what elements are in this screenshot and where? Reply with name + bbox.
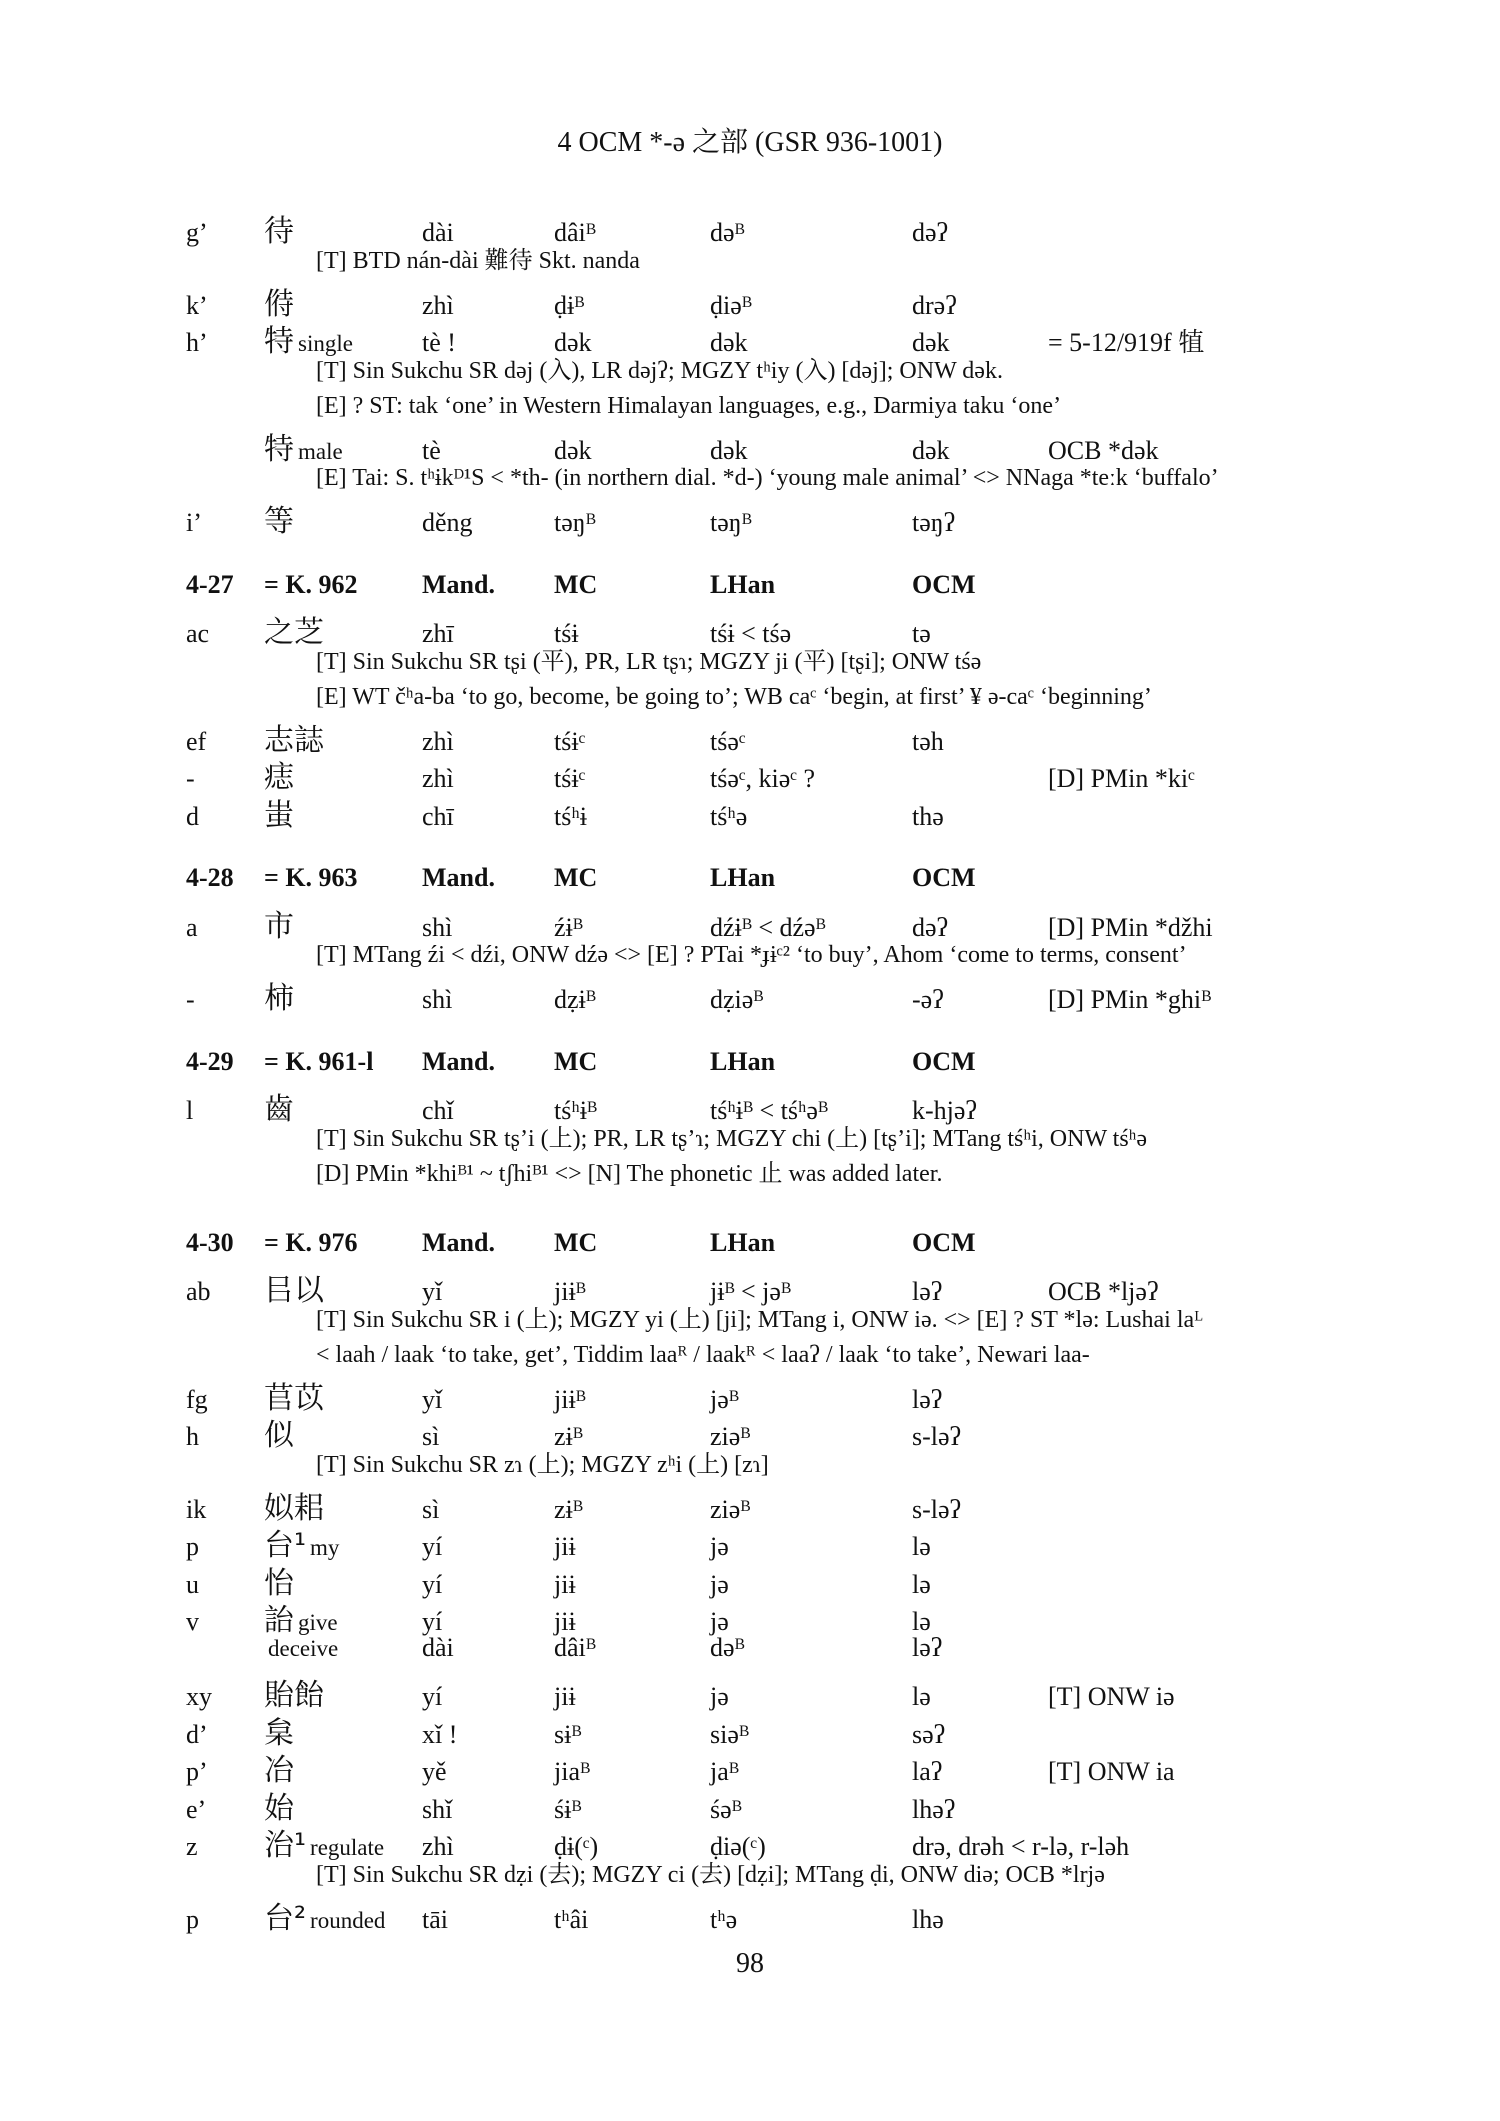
- middle-chinese-reading: źɨᴮ: [554, 912, 583, 942]
- chinese-character: 齒: [264, 1092, 294, 1127]
- karlgren-reference: = K. 976: [264, 1227, 358, 1257]
- gloss: regulate: [310, 1835, 385, 1860]
- gsr-letter: d: [186, 801, 199, 831]
- gsr-letter: g’: [186, 218, 208, 247]
- old-chinese-reading: drə, drəh < r-lə, r-ləh: [912, 1832, 1130, 1861]
- old-chinese-reading: dək: [912, 328, 950, 357]
- chinese-character: 苢苡: [264, 1380, 324, 1416]
- mandarin-reading: yě: [422, 1757, 447, 1786]
- middle-chinese-reading: jiɨᴮ: [554, 1277, 586, 1306]
- series-number: 4-27: [186, 569, 234, 599]
- old-chinese-reading: s-ləʔ: [912, 1494, 962, 1524]
- later-han-reading: jə: [710, 1569, 729, 1599]
- table-row: [186, 1558, 1426, 1601]
- table-row: [186, 752, 1426, 795]
- table-row: [186, 1373, 1426, 1416]
- chinese-character: 等: [264, 504, 294, 539]
- gsr-letter: ik: [186, 1494, 207, 1524]
- gloss: male: [298, 438, 343, 464]
- table-row: [186, 1708, 1426, 1751]
- middle-chinese-reading: tʰâi: [554, 1904, 589, 1934]
- character-cell: [264, 973, 422, 1017]
- series-number: 4-30: [186, 1227, 234, 1257]
- later-han-reading: tśəᶜ: [710, 726, 746, 756]
- series-header: [186, 863, 1426, 901]
- later-han-reading: ḍiə(ᶜ): [710, 1832, 766, 1861]
- series-number: 4-29: [186, 1046, 234, 1076]
- later-han-reading: dək: [710, 435, 748, 465]
- column-header-later-han: LHan: [710, 1046, 776, 1076]
- karlgren-reference: = K. 963: [264, 863, 358, 892]
- gsr-letter: v: [186, 1607, 199, 1636]
- chinese-character: 㠯以: [264, 1273, 324, 1308]
- gloss: single: [298, 331, 353, 356]
- later-han-reading: tśʰɨᴮ < tśʰəᴮ: [710, 1096, 828, 1125]
- series-header: [186, 570, 1426, 608]
- remark: OCB *dək: [1048, 435, 1159, 465]
- chinese-character: 始: [264, 1790, 294, 1826]
- later-han-reading: ḍiəᴮ: [710, 290, 752, 320]
- table-row: [186, 496, 1426, 539]
- gsr-letter: p: [186, 1904, 199, 1934]
- mandarin-reading: zhì: [422, 1832, 454, 1861]
- entry-note: [E] ? ST: tak ‘one’ in Western Himalayan languages, e.g., Darmiya taku ‘one’: [316, 392, 1062, 419]
- gsr-letter: -: [186, 985, 195, 1014]
- entry-note: [D] PMin *khiᴮ¹ ~ tʃhiᴮ¹ <> [N] The phonetic 止 was added later.: [316, 1160, 943, 1187]
- gsr-letter: k’: [186, 290, 208, 320]
- table-row: [186, 1520, 1426, 1563]
- middle-chinese-reading: zɨᴮ: [554, 1422, 583, 1451]
- karlgren-reference: = K. 961-l: [264, 1046, 374, 1076]
- gloss: my: [310, 1535, 340, 1560]
- old-chinese-reading: lə: [912, 1532, 931, 1561]
- character-cell: [264, 1893, 422, 1937]
- later-han-reading: tśʰə: [710, 801, 748, 831]
- old-chinese-reading: laʔ: [912, 1757, 943, 1786]
- table-row: [186, 607, 1426, 650]
- chinese-character: 之芝: [264, 615, 324, 650]
- mandarin-reading: xǐ !: [422, 1719, 458, 1749]
- series-number: 4-28: [186, 863, 234, 892]
- middle-chinese-reading: jiɨ: [554, 1569, 576, 1599]
- old-chinese-reading: ləʔ: [912, 1384, 943, 1414]
- middle-chinese-reading: sɨᴮ: [554, 1719, 582, 1749]
- later-han-reading: jəᴮ: [710, 1384, 739, 1414]
- middle-chinese-reading: tśɨᶜ: [554, 764, 586, 793]
- gsr-letter: h’: [186, 328, 208, 357]
- entry-note: [T] Sin Sukchu SR i (上); MGZY yi (上) [ji]; MTang i, ONW iə. <> [E] ? ST *lə: Lushai laᴸ: [316, 1306, 1204, 1333]
- section-gap: [186, 1192, 1426, 1228]
- mandarin-reading: zhī: [422, 619, 454, 648]
- old-chinese-reading: thə: [912, 801, 944, 831]
- middle-chinese-reading: təŋᴮ: [554, 508, 596, 537]
- table-row: [186, 424, 1426, 467]
- entry-note: [T] Sin Sukchu SR dẓi (去); MGZY ci (去) [dẓi]; MTang ḍi, ONW diə; OCB *lrjə: [316, 1861, 1105, 1888]
- remark: [T] ONW iə: [1048, 1682, 1175, 1711]
- chinese-character: 治¹: [264, 1828, 307, 1863]
- middle-chinese-reading: ḍɨᴮ: [554, 290, 585, 320]
- mandarin-reading: shì: [422, 985, 453, 1014]
- later-han-reading: jə: [710, 1532, 729, 1561]
- middle-chinese-reading: jiɨ: [554, 1532, 576, 1561]
- chinese-character: 枲: [264, 1715, 294, 1751]
- entry-list: [186, 206, 1426, 1936]
- old-chinese-reading: dəʔ: [912, 218, 949, 247]
- column-header-old-chinese: OCM: [912, 1227, 976, 1257]
- column-header-old-chinese: OCM: [912, 863, 976, 892]
- later-han-reading: śəᴮ: [710, 1794, 742, 1824]
- mandarin-reading: yí: [422, 1569, 443, 1599]
- table-row: [186, 901, 1426, 944]
- table-row: [186, 1595, 1426, 1638]
- old-chinese-reading: səʔ: [912, 1719, 946, 1749]
- entry-note: [T] Sin Sukchu SR dəj (入), LR dəjʔ; MGZY tʰiy (入) [dəj]; ONW dək.: [316, 357, 1003, 384]
- table-row: [186, 316, 1426, 359]
- mandarin-reading: shǐ: [422, 1794, 453, 1824]
- gloss: give: [298, 1610, 338, 1635]
- gsr-letter: d’: [186, 1719, 208, 1749]
- gsr-letter: xy: [186, 1682, 212, 1711]
- gsr-letter: l: [186, 1096, 194, 1125]
- later-han-reading: tśəᶜ, kiəᶜ ?: [710, 764, 815, 793]
- middle-chinese-reading: tśʰɨᴮ: [554, 1096, 597, 1125]
- column-header-middle-chinese: MC: [554, 569, 598, 599]
- gsr-letter: i’: [186, 508, 202, 537]
- middle-chinese-reading: dâiᴮ: [554, 1632, 596, 1662]
- remark: [D] PMin *džhi: [1048, 912, 1213, 942]
- table-row: [186, 1783, 1426, 1826]
- later-han-reading: jə: [710, 1607, 729, 1636]
- old-chinese-reading: təŋʔ: [912, 508, 956, 537]
- middle-chinese-reading: tśʰɨ: [554, 801, 587, 831]
- mandarin-reading: zhì: [422, 290, 454, 320]
- chinese-character: 志誌: [264, 722, 324, 758]
- chinese-character: 柿: [264, 981, 294, 1016]
- later-han-reading: dẓiəᴮ: [710, 985, 764, 1014]
- gsr-letter: fg: [186, 1384, 208, 1414]
- old-chinese-reading: ləʔ: [912, 1277, 943, 1306]
- entry-note: < laah / laak ‘to take, get’, Tiddim laaᴿ / laakᴿ < laaʔ / laak ‘to take’, Newari laa-: [316, 1341, 1090, 1368]
- gsr-letter: u: [186, 1569, 199, 1599]
- table-row: [186, 973, 1426, 1016]
- old-chinese-reading: lhə: [912, 1904, 944, 1934]
- chinese-character: 蚩: [264, 797, 294, 833]
- chinese-character: 詒: [264, 1603, 294, 1638]
- mandarin-reading: chī: [422, 801, 454, 831]
- column-header-mandarin: Mand.: [422, 863, 495, 892]
- table-row: [186, 279, 1426, 322]
- later-han-reading: ziəᴮ: [710, 1494, 751, 1524]
- gloss: deceive: [268, 1635, 339, 1661]
- running-head: 4 OCM *-ə 之部 (GSR 936-1001): [557, 127, 943, 158]
- page-number: 98: [736, 1948, 764, 1979]
- column-header-middle-chinese: MC: [554, 1046, 598, 1076]
- old-chinese-reading: k-hjəʔ: [912, 1096, 977, 1125]
- character-cell: [264, 496, 422, 540]
- column-header-old-chinese: OCM: [912, 1046, 976, 1076]
- chinese-character: 冶: [264, 1753, 294, 1788]
- column-header-mandarin: Mand.: [422, 569, 495, 599]
- column-header-middle-chinese: MC: [554, 1227, 598, 1257]
- chinese-character: 待: [264, 214, 294, 249]
- later-han-reading: təŋᴮ: [710, 508, 752, 537]
- column-header-mandarin: Mand.: [422, 1046, 495, 1076]
- remark: OCB *ljəʔ: [1048, 1277, 1159, 1306]
- later-han-reading: dźɨᴮ < dźəᴮ: [710, 912, 826, 942]
- gloss: rounded: [310, 1907, 386, 1933]
- chinese-character: 市: [264, 908, 294, 944]
- gsr-letter: h: [186, 1422, 199, 1451]
- mandarin-reading: zhì: [422, 764, 454, 793]
- mandarin-reading: chǐ: [422, 1096, 454, 1125]
- old-chinese-reading: s-ləʔ: [912, 1422, 962, 1451]
- old-chinese-reading: dəʔ: [912, 912, 949, 942]
- column-header-middle-chinese: MC: [554, 863, 598, 892]
- character-cell: [264, 1633, 422, 1663]
- mandarin-reading: shì: [422, 912, 453, 942]
- middle-chinese-reading: tśɨ: [554, 619, 579, 648]
- old-chinese-reading: drəʔ: [912, 290, 957, 320]
- later-han-reading: jaᴮ: [710, 1757, 739, 1786]
- mandarin-reading: tè: [422, 435, 441, 465]
- chinese-character: 似: [264, 1418, 294, 1453]
- mandarin-reading: zhì: [422, 726, 454, 756]
- middle-chinese-reading: dâiᴮ: [554, 218, 596, 247]
- later-han-reading: dəᴮ: [710, 218, 745, 247]
- remark: [D] PMin *kiᶜ: [1048, 764, 1195, 793]
- table-row: [186, 206, 1426, 249]
- table-row: [186, 1893, 1426, 1936]
- old-chinese-reading: tə: [912, 619, 931, 648]
- middle-chinese-reading: jiaᴮ: [554, 1757, 591, 1786]
- gsr-letter: -: [186, 764, 195, 793]
- column-header-later-han: LHan: [710, 569, 776, 599]
- remark: [D] PMin *ghiᴮ: [1048, 985, 1212, 1014]
- gsr-letter: p’: [186, 1757, 208, 1786]
- chinese-character: 痣: [264, 760, 294, 795]
- chinese-character: 姒耜: [264, 1490, 324, 1526]
- entry-note: [T] Sin Sukchu SR tʂ’i (上); PR, LR tʂ’ɿ; MGZY chi (上) [tʂ’i]; MTang tśʰi, ONW tśʰə: [316, 1125, 1148, 1152]
- middle-chinese-reading: dək: [554, 328, 592, 357]
- table-row: [186, 1633, 1426, 1671]
- old-chinese-reading: lə: [912, 1682, 931, 1711]
- middle-chinese-reading: tśɨᶜ: [554, 726, 586, 756]
- later-han-reading: jɨᴮ < jəᴮ: [710, 1277, 791, 1306]
- gsr-letter: z: [186, 1832, 198, 1861]
- old-chinese-reading: ləʔ: [912, 1632, 943, 1662]
- mandarin-reading: dài: [422, 218, 454, 247]
- gsr-letter: e’: [186, 1794, 207, 1824]
- entry-note: [E] Tai: S. tʰɨkᴰ¹S < *th- (in northern dial. *d-) ‘young male animal’ <> NNaga *teːk ‘buffalo’: [316, 465, 1219, 491]
- middle-chinese-reading: zɨᴮ: [554, 1494, 583, 1524]
- gsr-letter: ac: [186, 619, 210, 648]
- remark: [T] ONW ia: [1048, 1757, 1175, 1786]
- chinese-character: 台¹: [264, 1528, 307, 1563]
- later-han-reading: jə: [710, 1682, 729, 1711]
- remark: = 5-12/919f 犆: [1048, 328, 1205, 357]
- old-chinese-reading: dək: [912, 435, 950, 465]
- table-row: [186, 1745, 1426, 1788]
- later-han-reading: dək: [710, 328, 748, 357]
- old-chinese-reading: -əʔ: [912, 985, 944, 1014]
- series-header: [186, 1047, 1426, 1085]
- mandarin-reading: děng: [422, 508, 473, 537]
- gsr-letter: p: [186, 1532, 199, 1561]
- chinese-character: 特: [264, 324, 294, 359]
- mandarin-reading: yí: [422, 1607, 443, 1636]
- entry-note: [E] WT čʰa-ba ‘to go, become, be going to’; WB caᶜ ‘begin, at first’ ¥ ə-caᶜ ‘beginning’: [316, 683, 1152, 710]
- column-header-later-han: LHan: [710, 863, 776, 892]
- mandarin-reading: tāi: [422, 1904, 448, 1934]
- chinese-character: 貽飴: [264, 1678, 324, 1713]
- mandarin-reading: yí: [422, 1682, 443, 1711]
- later-han-reading: ziəᴮ: [710, 1422, 751, 1451]
- chinese-character: 台²: [264, 1900, 307, 1936]
- column-header-old-chinese: OCM: [912, 569, 976, 599]
- middle-chinese-reading: ḍɨ(ᶜ): [554, 1832, 599, 1861]
- character-cell: [264, 790, 422, 834]
- old-chinese-reading: təh: [912, 726, 944, 756]
- middle-chinese-reading: śɨᴮ: [554, 1794, 582, 1824]
- middle-chinese-reading: dẓɨᴮ: [554, 985, 596, 1014]
- table-row: [186, 790, 1426, 833]
- table-row: [186, 1670, 1426, 1713]
- middle-chinese-reading: jiɨᴮ: [554, 1384, 586, 1414]
- later-han-reading: dəᴮ: [710, 1632, 745, 1662]
- gsr-letter: ab: [186, 1277, 211, 1306]
- series-header: [186, 1228, 1426, 1266]
- table-row: [186, 1084, 1426, 1127]
- middle-chinese-reading: jiɨ: [554, 1607, 576, 1636]
- middle-chinese-reading: dək: [554, 435, 592, 465]
- mandarin-reading: yí: [422, 1532, 443, 1561]
- mandarin-reading: tè !: [422, 328, 456, 357]
- gsr-letter: ef: [186, 726, 207, 756]
- later-han-reading: siəᴮ: [710, 1719, 749, 1749]
- table-row: [186, 1820, 1426, 1863]
- mandarin-reading: sì: [422, 1422, 440, 1451]
- entry-note: [T] BTD nán-dài 難待 Skt. nanda: [316, 247, 640, 274]
- karlgren-reference: = K. 962: [264, 569, 358, 599]
- column-header-mandarin: Mand.: [422, 1227, 495, 1257]
- chinese-character: 偫: [264, 286, 294, 322]
- mandarin-reading: dài: [422, 1632, 454, 1662]
- mandarin-reading: yǐ: [422, 1384, 443, 1414]
- table-row: [186, 715, 1426, 758]
- middle-chinese-reading: jiɨ: [554, 1682, 576, 1711]
- entry-note: [T] MTang źi < dźi, ONW dźə <> [E] ? PTai *ɟɨᶜ² ‘to buy’, Ahom ‘come to terms, consent’: [316, 942, 1187, 968]
- chinese-character: 怡: [264, 1565, 294, 1601]
- column-header-later-han: LHan: [710, 1227, 776, 1257]
- old-chinese-reading: lə: [912, 1607, 931, 1636]
- table-row: [186, 1265, 1426, 1308]
- later-han-reading: tśɨ < tśə: [710, 619, 792, 648]
- table-row: [186, 1410, 1426, 1453]
- later-han-reading: tʰə: [710, 1904, 738, 1934]
- gsr-letter: a: [186, 912, 198, 942]
- mandarin-reading: sì: [422, 1494, 440, 1524]
- old-chinese-reading: lhəʔ: [912, 1794, 956, 1824]
- table-row: [186, 1483, 1426, 1526]
- entry-note: [T] Sin Sukchu SR tʂi (平), PR, LR tʂɿ; MGZY ji (平) [tʂi]; ONW tśə: [316, 648, 982, 675]
- mandarin-reading: yǐ: [422, 1277, 443, 1306]
- entry-note: [T] Sin Sukchu SR zɿ (上); MGZY zʰi (上) [zɿ]: [316, 1451, 769, 1478]
- old-chinese-reading: lə: [912, 1569, 931, 1599]
- chinese-character: 特: [264, 431, 294, 467]
